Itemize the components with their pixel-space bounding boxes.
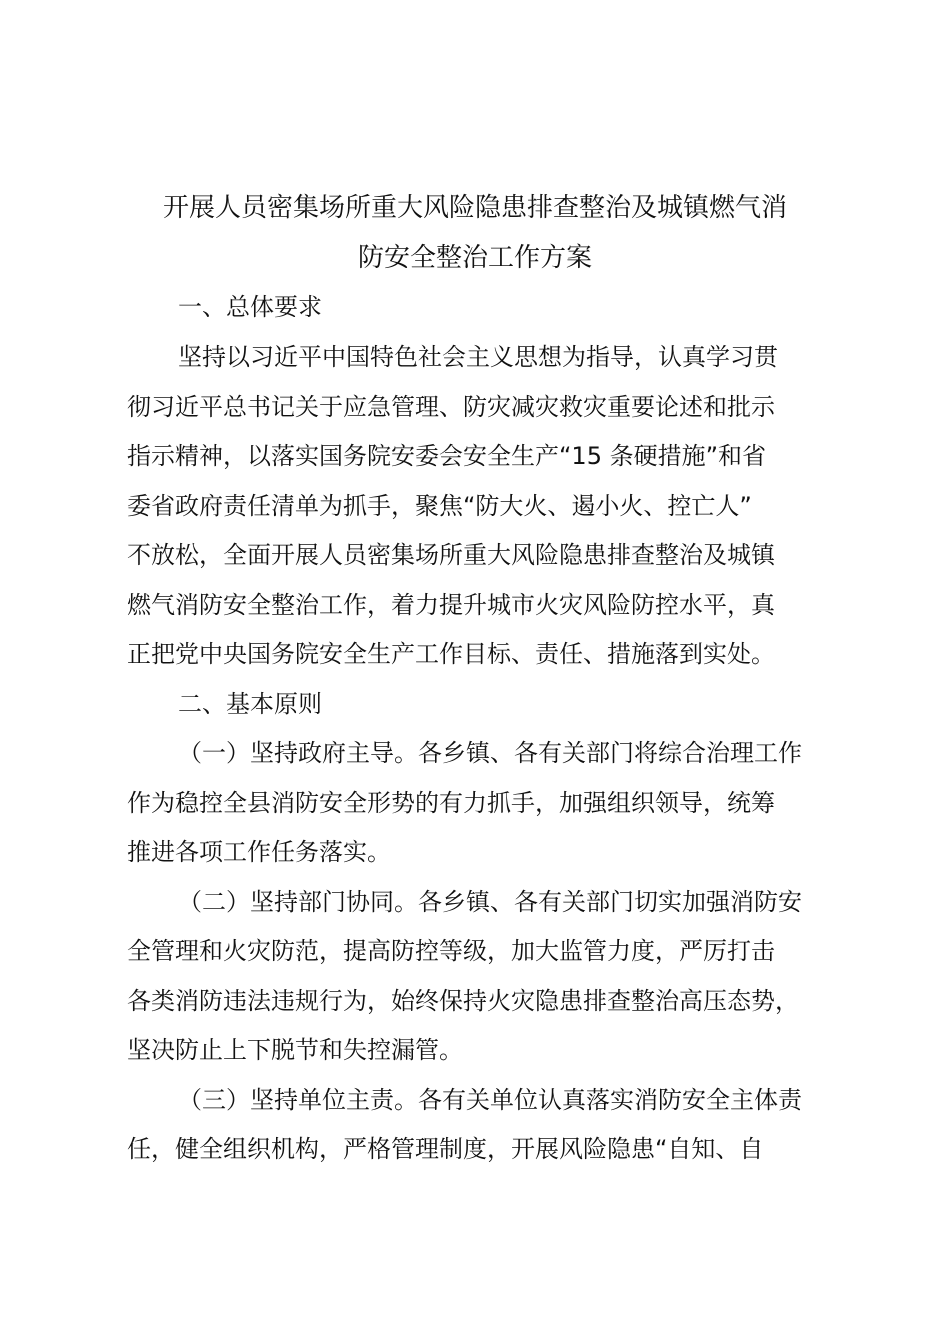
- paragraph-line: 不放松，全面开展人员密集场所重大风险隐患排查整治及城镇: [127, 541, 775, 569]
- paragraph-line: 坚持以习近平中国特色社会主义思想为指导，认真学习贯: [178, 343, 778, 371]
- paragraph-line: 作为稳控全县消防安全形势的有力抓手，加强组织领导，统筹: [127, 789, 775, 817]
- paragraph-line: （一）坚持政府主导。各乡镇、各有关部门将综合治理工作: [178, 739, 802, 767]
- paragraph-line: 燃气消防安全整治工作，着力提升城市火灾风险防控水平，真: [127, 591, 775, 619]
- paragraph-line: 全管理和火灾防范，提高防控等级，加大监管力度，严厉打击: [127, 937, 775, 965]
- paragraph-line: （二）坚持部门协同。各乡镇、各有关部门切实加强消防安: [178, 888, 802, 916]
- paragraph-line: 任，健全组织机构，严格管理制度，开展风险隐患“自知、自: [127, 1135, 764, 1163]
- paragraph-line: 坚决防止上下脱节和失控漏管。: [127, 1036, 463, 1064]
- paragraph-line: 正把党中央国务院安全生产工作目标、责任、措施落到实处。: [127, 640, 775, 668]
- paragraph-line: 指示精神，以落实国务院安委会安全生产“15 条硬措施”和省: [127, 442, 767, 470]
- paragraph-line: （三）坚持单位主责。各有关单位认真落实消防安全主体责: [178, 1086, 802, 1114]
- paragraph-line: 推进各项工作任务落实。: [127, 838, 391, 866]
- section-heading-general-requirements: 一、总体要求: [178, 293, 322, 321]
- document-title-line-2: 防安全整治工作方案: [357, 243, 592, 273]
- paragraph-line: 各类消防违法违规行为，始终保持火灾隐患排查整治高压态势，: [127, 987, 799, 1015]
- paragraph-line: 彻习近平总书记关于应急管理、防灾减灾救灾重要论述和批示: [127, 393, 775, 421]
- paragraph-line: 委省政府责任清单为抓手，聚焦“防大火、遏小火、控亡人”: [127, 492, 752, 520]
- document-title-line-1: 开展人员密集场所重大风险隐患排查整治及城镇燃气消: [162, 193, 787, 223]
- section-heading-basic-principles: 二、基本原则: [178, 690, 322, 718]
